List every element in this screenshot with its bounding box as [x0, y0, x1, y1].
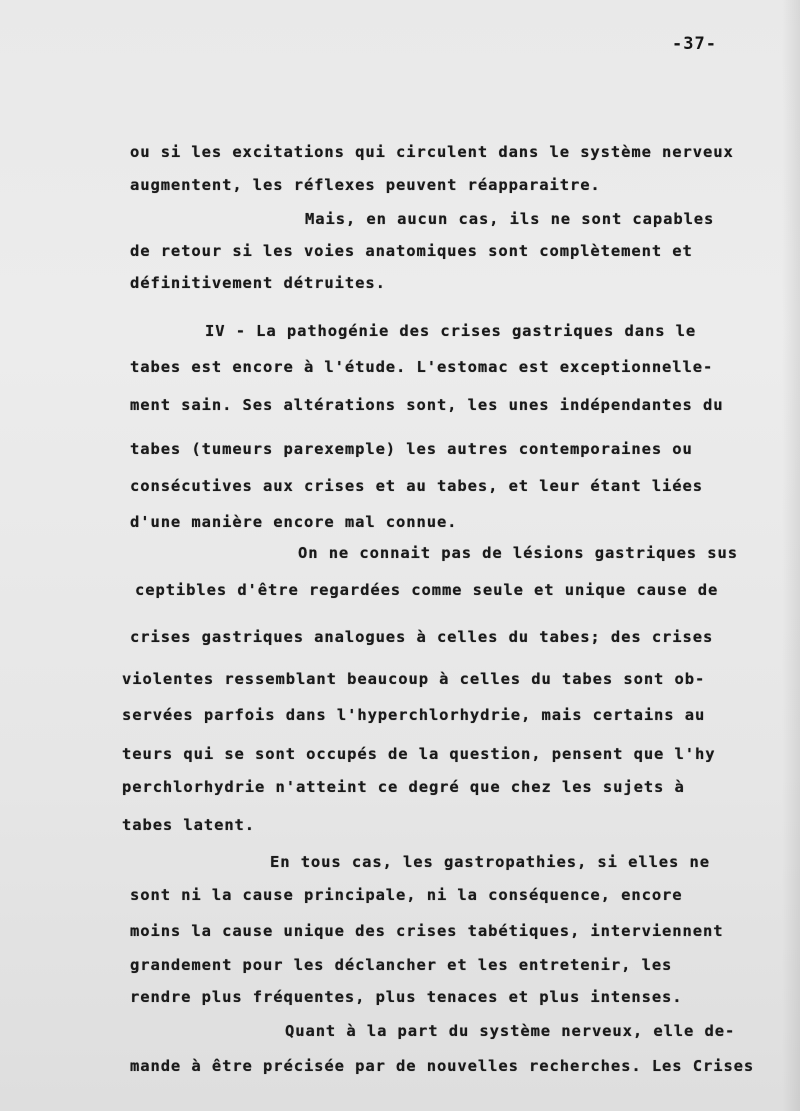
text-line: Mais, en aucun cas, ils ne sont capables	[305, 210, 715, 228]
text-line: violentes ressemblant beaucoup à celles du tabes sont ob-	[122, 670, 706, 688]
page-edge-shadow	[782, 0, 800, 1111]
text-line: crises gastriques analogues à celles du tabes; des crises	[130, 628, 714, 646]
text-line: tabes latent.	[122, 816, 256, 834]
text-line: définitivement détruites.	[130, 274, 386, 292]
text-line: de retour si les voies anatomiques sont complètement et	[130, 242, 693, 260]
text-line: tabes (tumeurs parexemple) les autres contemporaines ou	[130, 440, 693, 458]
text-line: sont ni la cause principale, ni la conséquence, encore	[130, 886, 683, 904]
text-line: ment sain. Ses altérations sont, les unes indépendantes du	[130, 396, 724, 414]
text-line: tabes est encore à l'étude. L'estomac est exceptionnelle-	[130, 358, 714, 376]
text-line: On ne connait pas de lésions gastriques sus	[298, 544, 738, 562]
text-line: En tous cas, les gastropathies, si elles ne	[270, 853, 710, 871]
text-line: moins la cause unique des crises tabétiques, interviennent	[130, 922, 724, 940]
text-line: mande à être précisée par de nouvelles recherches. Les Crises	[130, 1057, 755, 1075]
text-line: ou si les excitations qui circulent dans le système nerveux	[130, 143, 734, 161]
text-line: teurs qui se sont occupés de la question, pensent que l'hy	[122, 745, 716, 763]
text-line: servées parfois dans l'hyperchlorhydrie, mais certains au	[122, 706, 706, 724]
text-line: grandement pour les déclancher et les entretenir, les	[130, 956, 673, 974]
text-line: Quant à la part du système nerveux, elle de-	[285, 1022, 736, 1040]
text-line: d'une manière encore mal connue.	[130, 513, 458, 531]
text-line: perchlorhydrie n'atteint ce degré que chez les sujets à	[122, 778, 685, 796]
page-number: -37-	[672, 34, 717, 54]
text-line: augmentent, les réflexes peuvent réapparaitre.	[130, 176, 601, 194]
text-line: ceptibles d'être regardées comme seule et unique cause de	[135, 581, 719, 599]
text-line: consécutives aux crises et au tabes, et leur étant liées	[130, 477, 703, 495]
section-heading-line: IV - La pathogénie des crises gastriques dans le	[205, 322, 697, 340]
text-line: rendre plus fréquentes, plus tenaces et plus intenses.	[130, 988, 683, 1006]
